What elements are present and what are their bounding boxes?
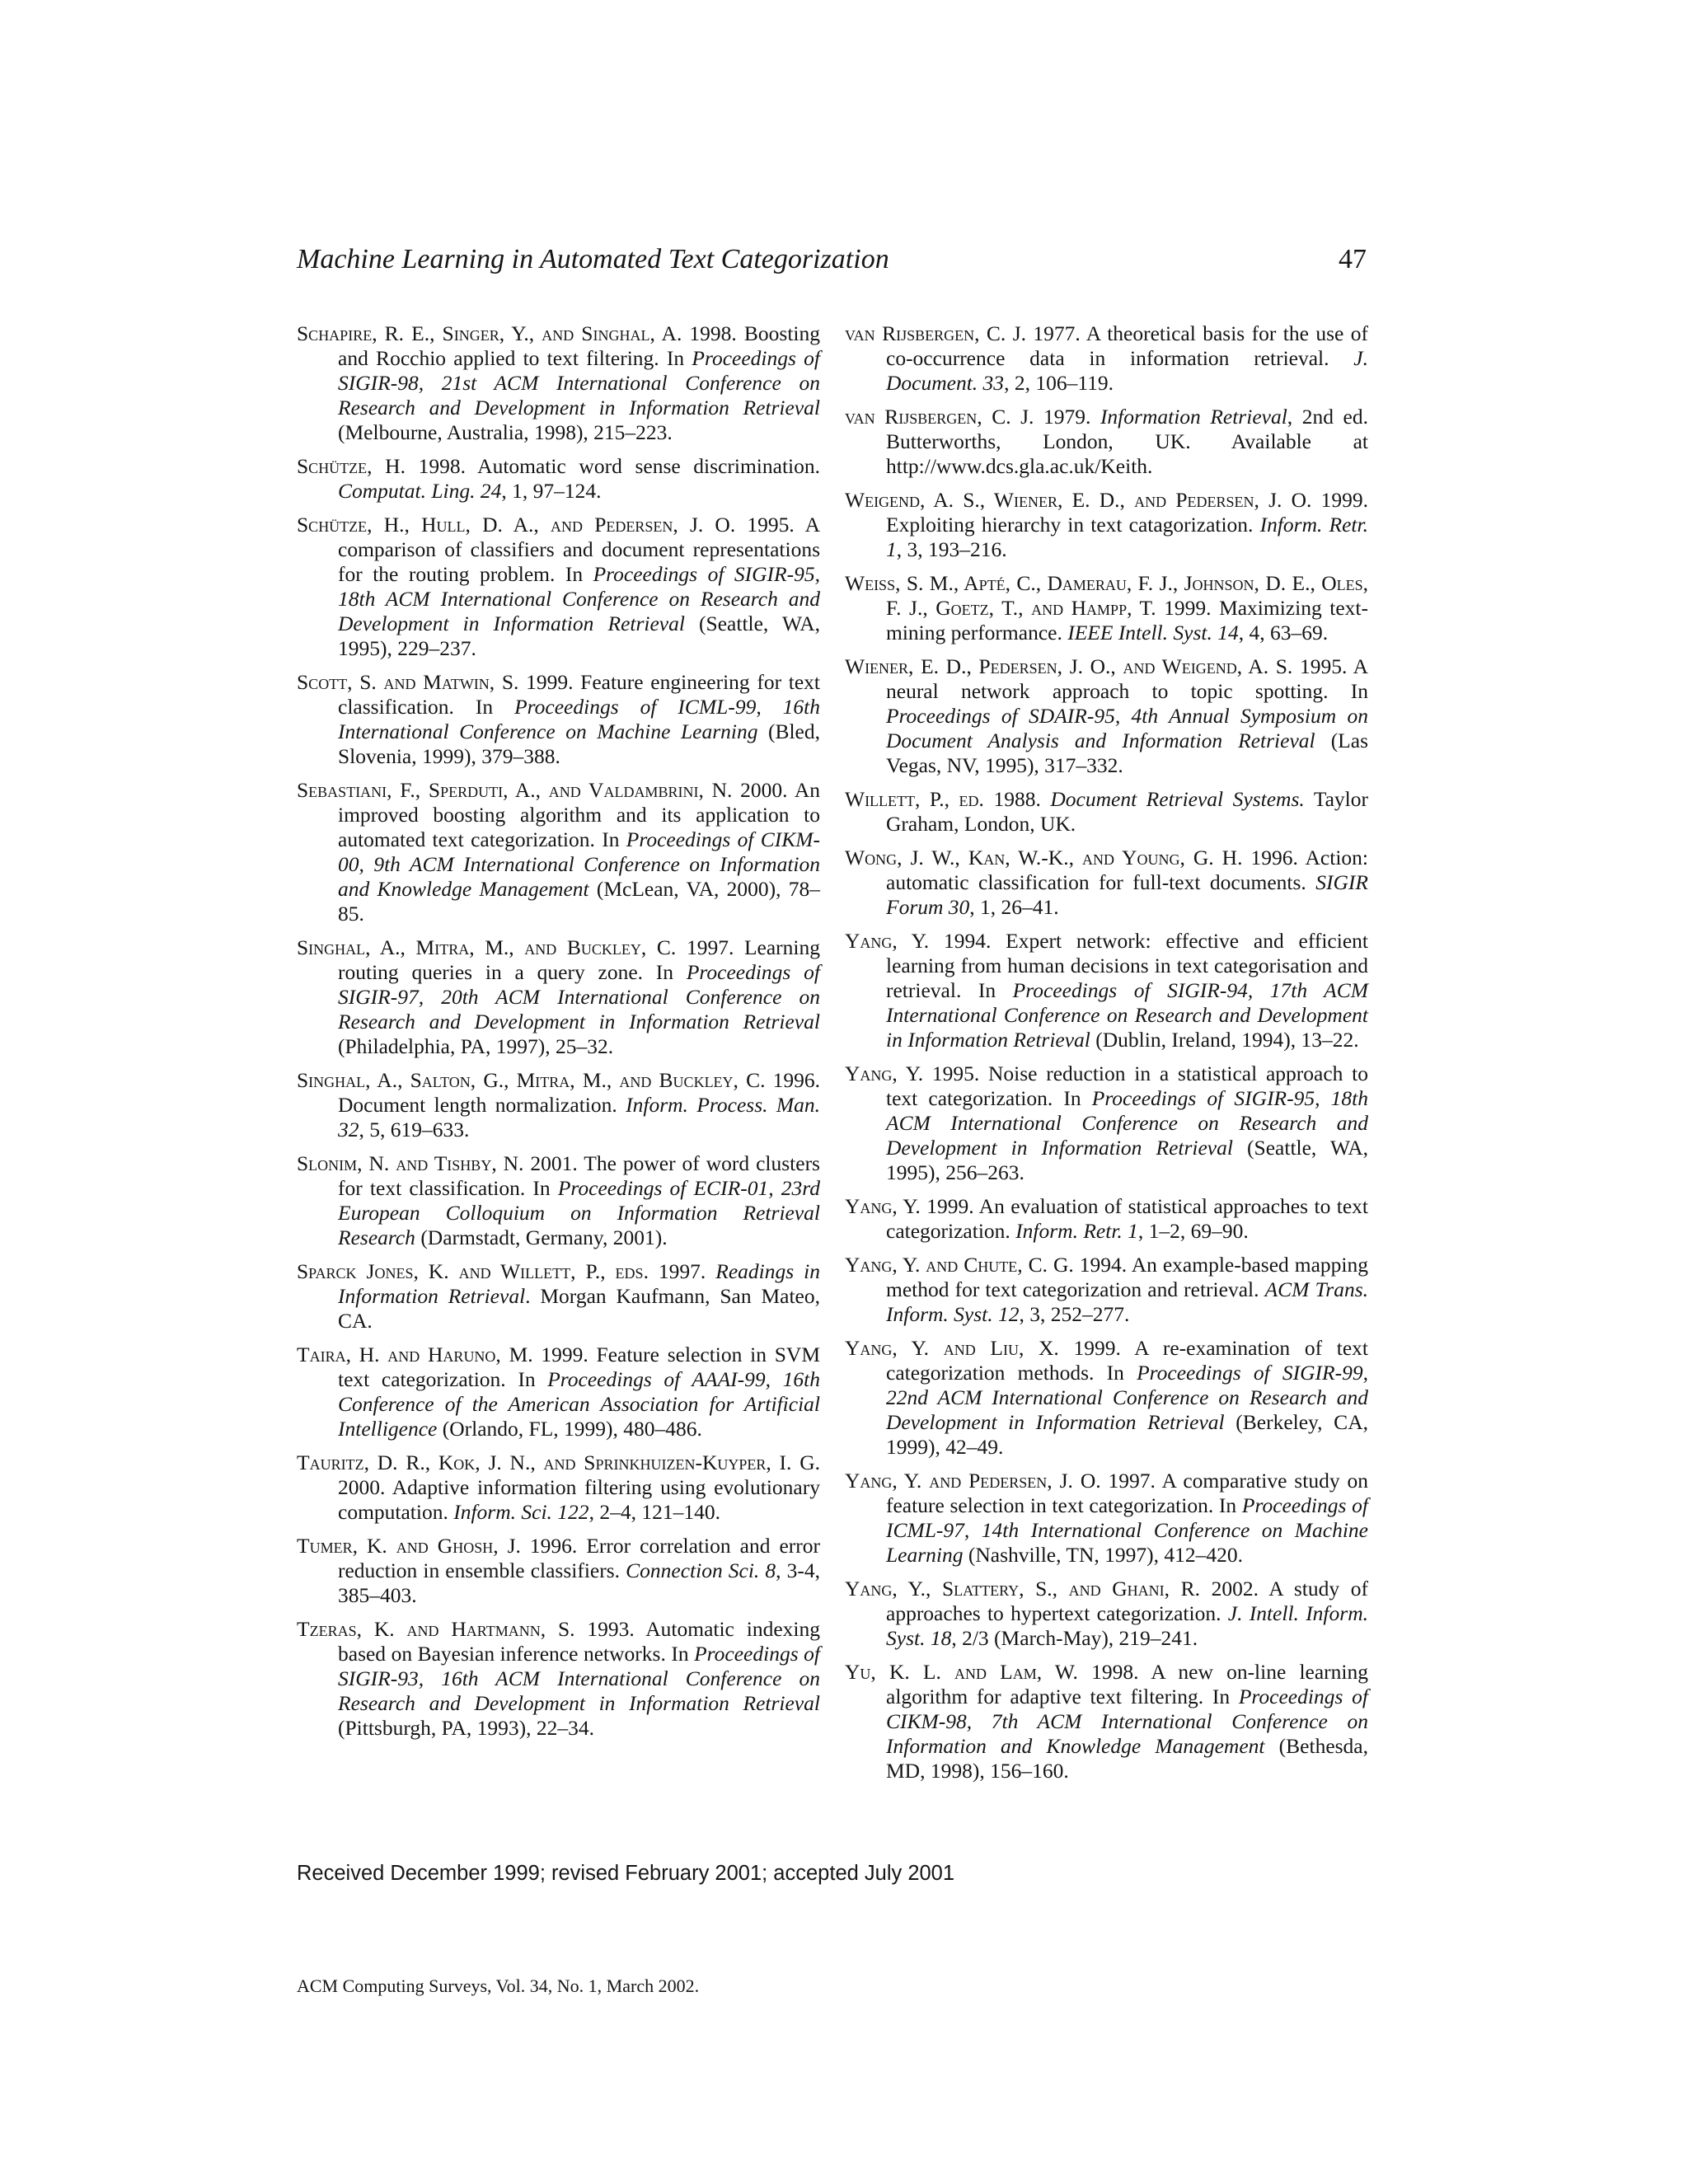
reference-authors: Slonim, N. and Tishby, N. 2001. [297,1151,578,1175]
reference-authors: Schütze, H. 1998. [297,454,466,478]
page-number: 47 [1339,244,1367,274]
reference-details: (Pittsburgh, PA, 1993), 22–34. [338,1716,595,1740]
reference-title: An evaluation of statistical approaches to text categorization. [886,1194,1368,1243]
reference-title: A neural network approach to topic spotting. In [886,654,1368,703]
reference-authors: Taira, H. and Haruno, M. 1999. [297,1343,588,1366]
reference-entry [297,1151,820,1250]
reference-authors: Yang, Y. and Chute, C. G. 1994. [845,1253,1128,1277]
reference-details: (Berkeley, CA, 1999), 42–49. [886,1410,1368,1459]
reference-authors: Schütze, H., Hull, D. A., and Pedersen, J. O. 1995. [297,513,795,537]
reference-details: , 1, 26–41. [969,895,1059,919]
reference-title: Action: automatic classification for full-text documents. [886,846,1368,894]
reference-entry [297,454,820,504]
reference-authors: Weiss, S. M., Apté, C., Damerau, F. J., Johnson, D. E., Oles, F. J., Goetz, T., and Hampp, T. 1999. [845,571,1368,620]
references-left-column [297,321,820,1750]
reference-venue: Proceedings of SIGIR-95, 18th ACM International Conference on Research and Development in Information Retrieval [886,1086,1368,1160]
reference-venue: Proceedings of SIGIR-93, 16th ACM International Conference on Research and Development in Information Retrieval [338,1642,820,1715]
reference-venue: Proceedings of AAAI-99, 16th Conference of the American Association for Artificial Intelligence [338,1367,820,1441]
reference-entry [297,321,820,445]
reference-details: (Philadelphia, PA, 1997), 25–32. [338,1034,614,1058]
reference-details: (Melbourne, Australia, 1998), 215–223. [338,420,673,444]
reference-venue: Connection Sci. 8 [626,1558,776,1582]
reference-entry [845,1062,1368,1185]
reference-details: , 3, 252–277. [1019,1302,1130,1326]
reference-venue: Proceedings of CIKM-98, 7th ACM International Conference on Information and Knowledge Management [886,1685,1368,1758]
reference-title: A comparative study on feature selection in text categorization. In [886,1469,1368,1517]
reference-details: , 2nd ed. Butterworths, London, UK. Available at http://www.dcs.gla.ac.uk/Keith. [886,405,1368,478]
reference-details: , 1–2, 69–90. [1137,1219,1249,1243]
reference-authors: Sparck Jones, K. and Willett, P., eds. 1997. [297,1259,706,1283]
reference-title: The power of word clusters for text classification. In [338,1151,820,1200]
reference-venue: Inform. Retr. 1 [1015,1219,1138,1243]
reference-details: , 5, 619–633. [359,1118,470,1141]
reference-title: Learning routing queries in a query zone. In [338,935,821,984]
reference-title: Document length normalization. [338,1093,626,1117]
reference-authors: Yang, Y. and Pedersen, J. O. 1997. [845,1469,1156,1493]
reference-authors: Wiener, E. D., Pedersen, J. O., and Weigend, A. S. 1995. [845,654,1348,678]
reference-authors: Yang, Y., Slattery, S., and Ghani, R. 2002. [845,1577,1259,1601]
reference-authors: Scott, S. and Matwin, S. 1999. [297,670,574,694]
reference-authors: van Rijsbergen, C. J. 1979. [845,405,1091,429]
reference-venue: Proceedings of ECIR-01, 23rd European Colloquium on Information Retrieval Research [338,1176,820,1249]
reference-venue: Inform. Process. Man. 32 [338,1093,820,1141]
reference-title: Feature selection in SVM text categorization. In [338,1343,821,1391]
reference-venue: Computat. Ling. 24 [338,479,502,503]
reference-entry [297,778,820,926]
reference-details: . Morgan Kaufmann, San Mateo, CA. [338,1284,821,1333]
reference-entry [297,1617,820,1741]
reference-title: Exploiting hierarchy in text catagorization. [886,513,1260,537]
reference-title: Error correlation and error reduction in ensemble classifiers. [338,1534,821,1582]
reference-title: Noise reduction in a statistical approach to text categorization. In [886,1062,1368,1110]
reference-entry [845,1336,1368,1460]
reference-authors: Tzeras, K. and Hartmann, S. 1993. [297,1617,635,1641]
reference-venue: Proceedings of SIGIR-98, 21st ACM International Conference on Research and Development in Information Retrieval [338,346,821,419]
reference-authors: Yu, K. L. and Lam, W. 1998. [845,1660,1139,1684]
reference-venue: SIGIR Forum 30 [886,870,1368,919]
reference-entry [297,670,820,769]
reference-title: Automatic indexing based on Bayesian inference networks. In [338,1617,820,1666]
reference-venue: Proceedings of SIGIR-95, 18th ACM International Conference on Research and Development in Information Retrieval [338,562,820,635]
reference-details: (Bled, Slovenia, 1999), 379–388. [338,719,820,768]
reference-entry [297,1068,820,1142]
reference-venue: Inform. Retr. 1 [886,513,1368,561]
reference-entry [845,488,1368,562]
reference-entry [845,846,1368,920]
reference-details: , 2–4, 121–140. [588,1500,720,1524]
reference-details: , 2, 106–119. [1004,371,1114,395]
reference-authors: Yang, Y. 1995. [845,1062,980,1085]
reference-authors: Singhal, A., Salton, G., Mitra, M., and Buckley, C. 1996. [297,1068,820,1092]
reference-title: An improved boosting algorithm and its application to automated text categorization. In [338,778,820,851]
reference-venue: Proceedings of ICML-99, 16th International Conference on Machine Learning [338,695,821,743]
reference-title: A re-examination of text categorization methods. In [886,1336,1369,1385]
references-right-column [845,321,1368,1793]
reference-title: Expert network: effective and efficient learning from human decisions in text categorisation and retrieval. In [886,929,1368,1002]
reference-details: Taylor Graham, London, UK. [886,787,1369,836]
reference-title: Feature engineering for text classification. In [338,670,820,719]
reference-authors: Willett, P., ed. 1988. [845,787,1041,811]
reference-entry [297,935,820,1059]
reference-entry [845,1194,1368,1244]
reference-title: An example-based mapping method for text categorization and retrieval. [886,1253,1369,1301]
reference-venue: Proceedings of ICML-97, 14th International Conference on Machine Learning [886,1493,1369,1567]
reference-venue: Proceedings of SIGIR-94, 17th ACM International Conference on Research and Development in Information Retrieval [886,978,1368,1052]
reference-entry [845,654,1368,778]
reference-entry [845,1577,1368,1651]
reference-details: , 3-4, 385–403. [338,1558,820,1607]
reference-venue: Information Retrieval [1100,405,1287,429]
reference-title: A study of approaches to hypertext categorization. [886,1577,1369,1625]
reference-details: (Orlando, FL, 1999), 480–486. [437,1417,702,1441]
reference-entry [845,929,1368,1052]
reference-details: (Seattle, WA, 1995), 229–237. [338,612,820,660]
reference-authors: Yang, Y. and Liu, X. 1999. [845,1336,1121,1360]
reference-entry [845,787,1368,837]
reference-details: , 2/3 (March-May), 219–241. [951,1626,1198,1650]
journal-footer: ACM Computing Surveys, Vol. 34, No. 1, March 2002. [297,1975,700,1996]
reference-entry [297,1534,820,1608]
reference-venue: Readings in Information Retrieval [338,1259,820,1308]
reference-entry [845,1469,1368,1568]
reference-authors: Schapire, R. E., Singer, Y., and Singhal, A. 1998. [297,321,737,345]
reference-details: (Las Vegas, NV, 1995), 317–332. [886,729,1368,777]
reference-authors: Singhal, A., Mitra, M., and Buckley, C. 1997. [297,935,734,959]
reference-details: , 1, 97–124. [501,479,602,503]
reference-entry [297,1259,820,1333]
reference-authors: Yang, Y. 1999. [845,1194,974,1218]
reference-venue: J. Intell. Inform. Syst. 18 [886,1601,1368,1650]
reference-title: Maximizing text-mining performance. [886,596,1368,644]
reference-venue: Inform. Sci. 122 [453,1500,589,1524]
reference-authors: van Rijsbergen, C. J. 1977. [845,321,1081,345]
reference-venue: Proceedings of SDAIR-95, 4th Annual Symposium on Document Analysis and Information Retrieval [886,704,1368,752]
reference-authors: Wong, J. W., Kan, W.-K., and Young, G. H. 1996. [845,846,1298,869]
reference-entry [845,571,1368,645]
reference-details: (McLean, VA, 2000), 78–85. [338,877,820,926]
reference-details: (Dublin, Ireland, 1994), 13–22. [1090,1028,1359,1052]
reference-venue: Proceedings of CIKM-00, 9th ACM International Conference on Information and Knowledge Management [338,827,820,901]
reference-title: Boosting and Rocchio applied to text filtering. In [338,321,820,370]
reference-venue: Proceedings of SIGIR-99, 22nd ACM International Conference on Research and Development in Information Retrieval [886,1361,1368,1434]
reference-venue: ACM Trans. Inform. Syst. 12 [886,1277,1368,1326]
reference-authors: Tauritz, D. R., Kok, J. N., and Sprinkhuizen-Kuyper, I. G. 2000. [297,1451,820,1499]
reference-venue: Proceedings of SIGIR-97, 20th ACM International Conference on Research and Development in Information Retrieval [338,960,820,1033]
reference-entry [297,1451,820,1525]
reference-entry [845,321,1368,396]
reference-title: Automatic word sense discrimination. [477,454,820,478]
reference-authors: Tumer, K. and Ghosh, J. 1996. [297,1534,578,1558]
reference-title: Adaptive information filtering using evolutionary computation. [338,1475,820,1524]
reference-details: (Nashville, TN, 1997), 412–420. [963,1543,1244,1567]
reference-title: A new on-line learning algorithm for adaptive text filtering. In [886,1660,1369,1708]
received-note: Received December 1999; revised February 2001; accepted July 2001 [297,1862,955,1885]
reference-entry [297,1343,820,1441]
reference-entry [845,405,1368,479]
reference-venue: Document Retrieval Systems. [1050,787,1305,811]
reference-details: (Bethesda, MD, 1998), 156–160. [886,1734,1368,1783]
reference-entry [297,513,820,661]
reference-title: A theoretical basis for the use of co-occurrence data in information retrieval. [886,321,1368,370]
reference-details: , 4, 63–69. [1238,621,1329,644]
reference-venue: IEEE Intell. Syst. 14 [1067,621,1239,644]
reference-authors: Weigend, A. S., Wiener, E. D., and Pedersen, J. O. 1999. [845,488,1368,512]
reference-details: (Seattle, WA, 1995), 256–263. [886,1136,1368,1184]
reference-authors: Sebastiani, F., Sperduti, A., and Valdambrini, N. 2000. [297,778,788,802]
reference-entry [845,1253,1368,1327]
running-title: Machine Learning in Automated Text Categorization [297,244,889,274]
reference-authors: Yang, Y. 1994. [845,929,992,953]
reference-title: A comparison of classifiers and document representations for the routing problem. In [338,513,821,586]
reference-venue: J. Document. 33 [886,346,1368,395]
reference-entry [845,1660,1368,1783]
reference-details: (Darmstadt, Germany, 2001). [415,1226,668,1249]
reference-details: , 3, 193–216. [896,537,1007,561]
